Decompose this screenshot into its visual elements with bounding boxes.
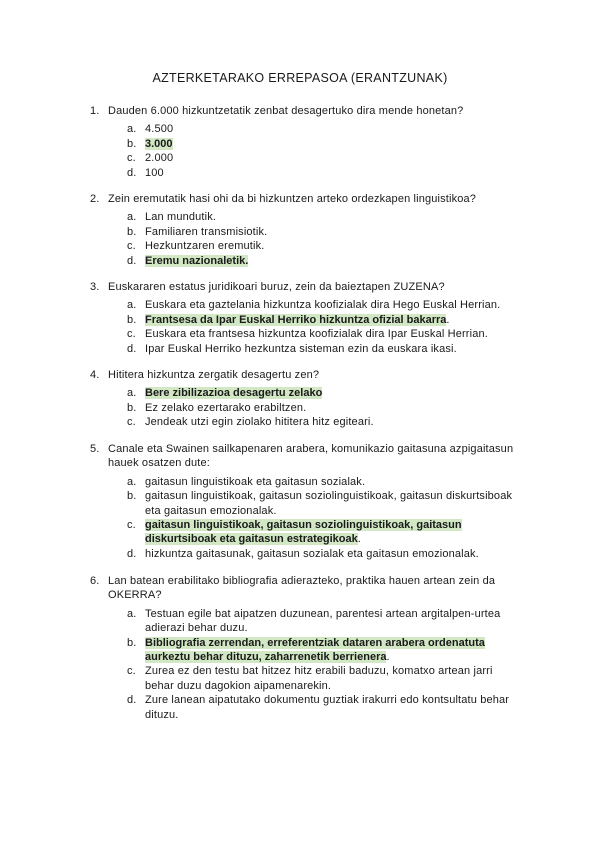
- option-a: a. Testuan egile bat aipatzen duzunean, parentesi artean argitalpen-urtea adierazi behar duzu.: [127, 607, 520, 636]
- answer-options: [90, 386, 520, 429]
- question-5: [90, 442, 520, 561]
- option-c: c. Euskara eta frantsesa hizkuntza koofizialak dira Ipar Euskal Herrian.: [127, 327, 520, 341]
- question-1: [90, 104, 520, 180]
- option-c: c. Hezkuntzaren eremutik.: [127, 239, 520, 253]
- option-text: Jendeak utzi egin ziolako hititera hitz egiteari.: [145, 416, 374, 429]
- option-d: d. hizkuntza gaitasunak, gaitasun sozialak eta gaitasun emozionalak.: [127, 547, 520, 561]
- correct-answer-highlight: Frantsesa da Ipar Euskal Herriko hizkuntza ofizial bakarra: [145, 313, 447, 326]
- option-b: b. Familiaren transmisiotik.: [127, 225, 520, 239]
- option-text: Familiaren transmisiotik.: [145, 225, 268, 238]
- correct-answer-highlight: Eremu nazionaletik.: [145, 254, 249, 267]
- option-text: Ipar Euskal Herriko hezkuntza sisteman ezin da euskara ikasi.: [145, 342, 457, 355]
- correct-answer-highlight: Bere zibilizazioa desagertu zelako: [145, 387, 323, 400]
- question-number: 6.: [90, 575, 100, 587]
- option-a: a. gaitasun linguistikoak eta gaitasun sozialak.: [127, 475, 520, 489]
- correct-answer-highlight: 3.000: [145, 137, 173, 150]
- option-text: Hezkuntzaren eremutik.: [145, 240, 265, 253]
- option-text: 4.500: [145, 123, 174, 136]
- question-text: Hititera hizkuntza zergatik desagertu zen?: [108, 369, 320, 381]
- correct-answer-highlight: gaitasun linguistikoak, gaitasun soziolinguistikoak, gaitasun diskurtsiboak eta gaitasun estrategikoak: [145, 519, 462, 546]
- question-number: 5.: [90, 443, 100, 455]
- page-title: AZTERKETARAKO ERREPASOA (ERANTZUNAK): [152, 71, 448, 85]
- option-text: Euskara eta frantsesa hizkuntza koofizialak dira Ipar Euskal Herrian.: [145, 328, 488, 341]
- option-b: b. gaitasun linguistikoak, gaitasun soziolinguistikoak, gaitasun diskurtsiboak eta gaitasun emozionalak.: [127, 489, 520, 518]
- option-text: Euskara eta gaztelania hizkuntza koofizialak dira Hego Euskal Herrian.: [145, 299, 501, 312]
- question-6: [90, 574, 520, 722]
- option-text: gaitasun linguistikoak, gaitasun soziolinguistikoak, gaitasun diskurtsiboak eta gaitasun emozionalak.: [145, 490, 513, 517]
- option-b: b. Frantsesa da Ipar Euskal Herriko hizkuntza ofizial bakarra.: [127, 313, 520, 327]
- option-text: Lan mundutik.: [145, 211, 217, 224]
- option-text: Testuan egile bat aipatzen duzunean, parentesi artean argitalpen-urtea adierazi behar duzu.: [145, 607, 501, 635]
- option-a: a. Euskara eta gaztelania hizkuntza koofizialak dira Hego Euskal Herrian.: [127, 298, 520, 312]
- answer-options: [90, 475, 520, 561]
- option-text: gaitasun linguistikoak, gaitasun soziolinguistikoak, gaitasun diskurtsiboak eta gaitasun estrategikoak.: [145, 519, 462, 546]
- option-text: [145, 254, 520, 268]
- option-text: gaitasun linguistikoak eta gaitasun sozialak.: [145, 475, 366, 488]
- question-4: [90, 368, 520, 430]
- option-b: b. 3.000: [127, 137, 520, 151]
- correct-answer-highlight: Bibliografia zerrendan, erreferentziak dataren arabera ordenatuta aurkeztu behar dituzu, zaharrenetik berrienera: [145, 636, 485, 664]
- option-text: 100: [145, 166, 164, 179]
- answer-options: [90, 122, 520, 180]
- answer-options: [90, 607, 520, 722]
- option-d: d. Zure lanean aipatutako dokumentu guztiak irakurri edo kontsultatu behar dituzu.: [127, 693, 520, 722]
- option-text: Zurea ez den testu bat hitzez hitz erabili baduzu, komatxo artean jarri behar duzu dagokion aipamenarekin.: [145, 665, 493, 692]
- option-a: a. Lan mundutik.: [127, 210, 520, 224]
- answer-options: [90, 298, 520, 356]
- option-c: c. Jendeak utzi egin ziolako hititera hitz egiteari.: [127, 415, 520, 429]
- question-3: [90, 280, 520, 356]
- question-2: [90, 192, 520, 268]
- question-text: Euskararen estatus juridikoari buruz, zein da baieztapen ZUZENA?: [108, 281, 445, 293]
- option-a: a. Bere zibilizazioa desagertu zelako: [127, 386, 520, 400]
- option-text: Zure lanean aipatutako dokumentu guztiak irakurri edo kontsultatu behar dituzu.: [145, 694, 510, 721]
- option-text: hizkuntza gaitasunak, gaitasun sozialak eta gaitasun emozionalak.: [145, 547, 479, 560]
- question-text: Canale eta Swainen sailkapenaren arabera, komunikazio gaitasuna azpigaitasun hauek osatzen dute:: [108, 443, 514, 470]
- option-b: b. Bibliografia zerrendan, erreferentziak dataren arabera ordenatuta aurkeztu behar dituzu, zaharrenetik berrienera.: [127, 636, 520, 665]
- option-c: c. 2.000: [127, 151, 520, 165]
- question-number: 2.: [90, 193, 100, 205]
- question-text: Lan batean erabilitako bibliografia adierazteko, praktika hauen artean zein da OKERRA?: [108, 575, 496, 602]
- question-number: 4.: [90, 369, 100, 381]
- option-c: c. Zurea ez den testu bat hitzez hitz erabili baduzu, komatxo artean jarri behar duzu dagokion aipamenarekin.: [127, 664, 520, 693]
- option-text: Ez zelako ezertarako erabiltzen.: [145, 401, 307, 414]
- option-a: a. 4.500: [127, 122, 520, 136]
- option-text: Frantsesa da Ipar Euskal Herriko hizkuntza ofizial bakarra.: [145, 313, 450, 326]
- option-d: d. Ipar Euskal Herriko hezkuntza sisteman ezin da euskara ikasi.: [127, 342, 520, 356]
- option-b: b. Ez zelako ezertarako erabiltzen.: [127, 401, 520, 415]
- question-number: 3.: [90, 281, 100, 293]
- option-c: c. gaitasun linguistikoak, gaitasun soziolinguistikoak, gaitasun diskurtsiboak eta gaitasun estrategikoak.: [127, 518, 520, 547]
- option-text: [145, 137, 520, 151]
- answer-options: [90, 210, 520, 268]
- question-text: Zein eremutatik hasi ohi da bi hizkuntzen arteko ordezkapen linguistikoa?: [108, 193, 477, 205]
- option-d: d. Eremu nazionaletik.: [127, 254, 520, 268]
- option-text: 2.000: [145, 152, 174, 165]
- question-text: Dauden 6.000 hizkuntzetatik zenbat desagertuko dira mende honetan?: [108, 105, 464, 117]
- option-text: Bibliografia zerrendan, erreferentziak dataren arabera ordenatuta aurkeztu behar dituzu, zaharrenetik berrienera.: [145, 636, 485, 664]
- question-number: 1.: [90, 105, 100, 117]
- option-d: d. 100: [127, 166, 520, 180]
- option-text: [145, 386, 520, 400]
